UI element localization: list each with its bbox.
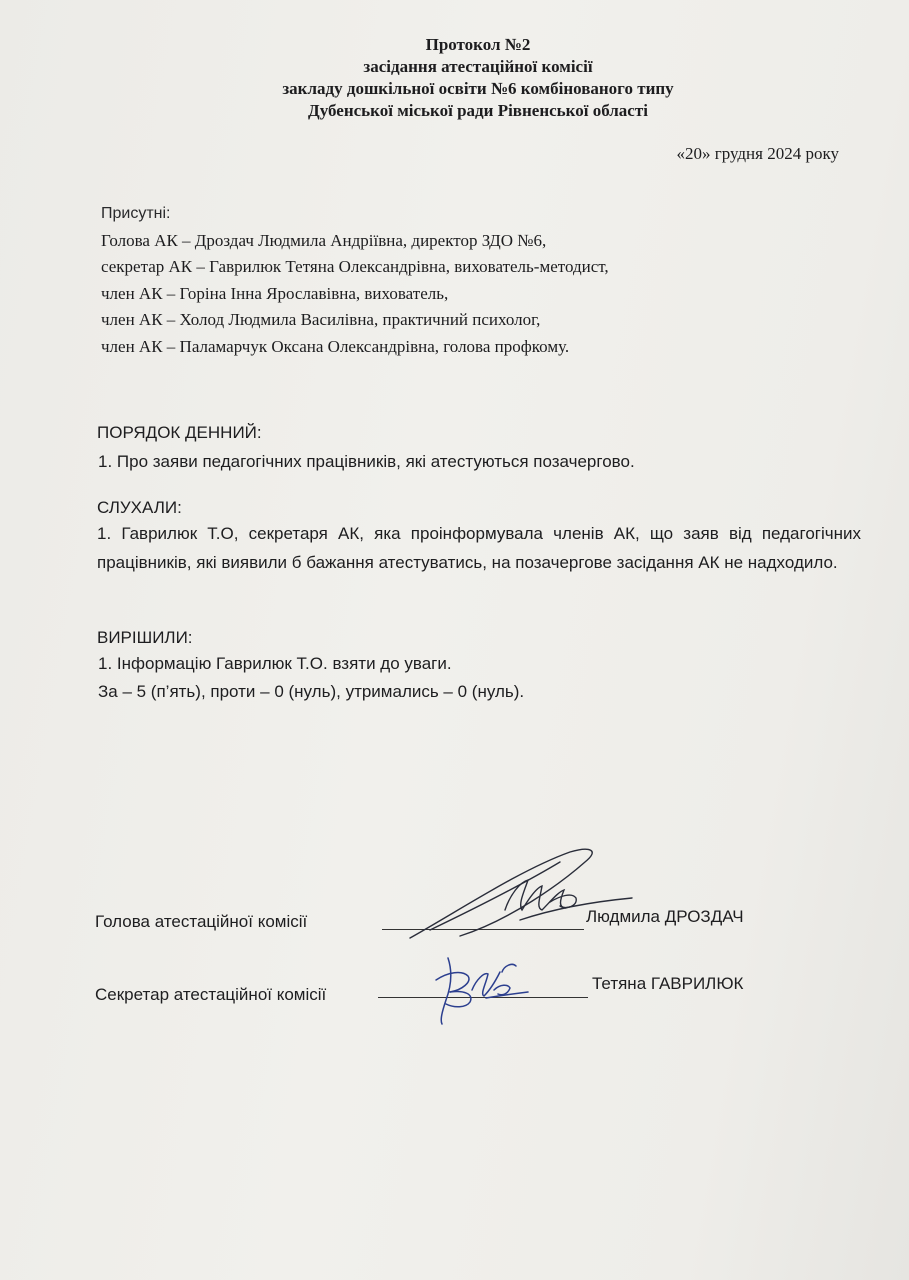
secretary-signature-label: Секретар атестаційної комісії — [95, 985, 327, 1004]
heard-heading: СЛУХАЛИ: — [97, 498, 182, 517]
document-header — [0, 34, 909, 122]
chair-handwritten-signature — [400, 840, 640, 950]
agenda-item: 1. Про заяви педагогічних працівників, які атестуються позачергово. — [98, 452, 635, 471]
protocol-date: «20» грудня 2024 року — [676, 144, 839, 163]
document-title: Протокол №2 — [425, 35, 531, 54]
header-line-3: закладу дошкільної освіти №6 комбінованого типу — [282, 79, 674, 98]
secretary-handwritten-signature — [428, 950, 538, 1030]
attendee-line: член АК – Холод Людмила Василівна, практичний психолог, — [101, 310, 541, 329]
attendee-line: член АК – Паламарчук Оксана Олександрівна, голова профкому. — [101, 336, 570, 356]
chair-signature-line — [382, 929, 584, 930]
attendee-line: секретар АК – Гаврилюк Тетяна Олександрівна, вихователь-методист, — [101, 257, 609, 276]
header-line-4: Дубенської міської ради Рівненської області — [308, 101, 648, 120]
agenda-heading: ПОРЯДОК ДЕННИЙ: — [97, 423, 262, 442]
header-line-2: засідання атестаційної комісії — [363, 57, 593, 76]
chair-name: Людмила ДРОЗДАЧ — [586, 907, 744, 926]
attendees-block — [101, 201, 609, 360]
secretary-signature-line — [378, 997, 588, 998]
vote-result: За – 5 (п’ять), проти – 0 (нуль), утримались – 0 (нуль). — [98, 682, 525, 701]
chair-signature-label: Голова атестаційної комісії — [95, 912, 308, 931]
heard-text: 1. Гаврилюк Т.О, секретаря АК, яка проінформувала членів АК, що заяв від педагогічних працівників, які виявили б бажання атестуватись, на позачергове засідання АК не надходило. — [97, 524, 861, 572]
attendee-line: Голова АК – Дроздач Людмила Андріївна, директор ЗДО №6, — [101, 230, 547, 250]
secretary-name: Тетяна ГАВРИЛЮК — [592, 974, 744, 993]
attendee-line: член АК – Горіна Інна Ярославівна, вихователь, — [101, 283, 449, 303]
decided-heading: ВИРІШИЛИ: — [97, 628, 193, 647]
attendees-heading: Присутні: — [101, 205, 171, 222]
decided-item: 1. Інформацію Гаврилюк Т.О. взяти до уваги. — [98, 654, 452, 673]
